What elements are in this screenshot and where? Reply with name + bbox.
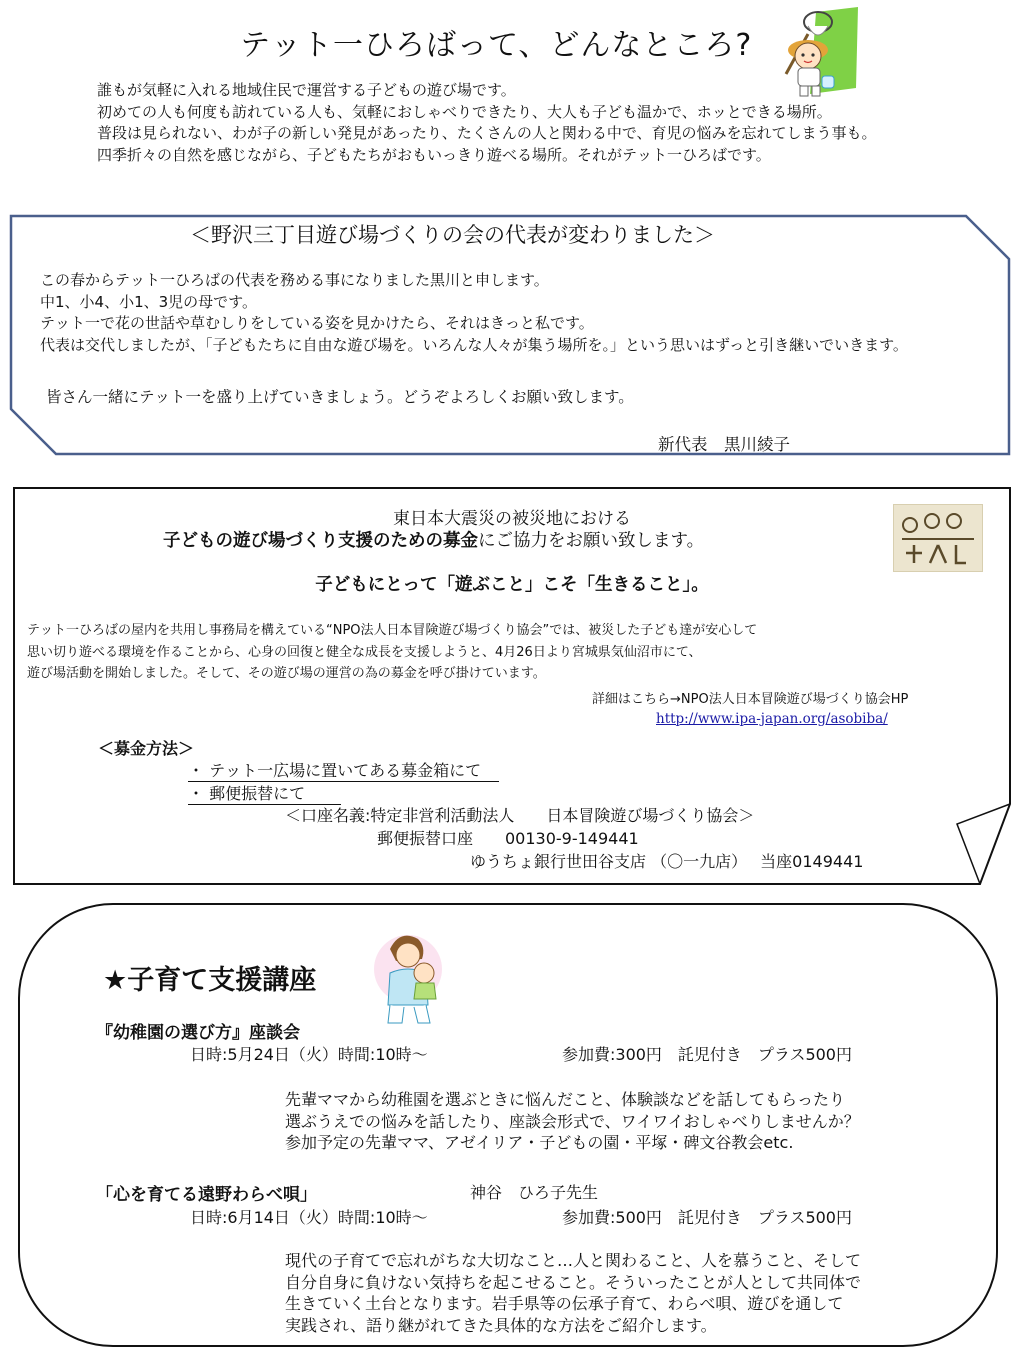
donation-heading-line2 <box>163 527 704 552</box>
page-title: テット一ひろばって、どんなところ? <box>240 28 753 63</box>
event2-fee: 参加費:500円 託児付き プラス500円 <box>562 1208 852 1227</box>
event2-desc-line: 実践され、語り継がれてきた具体的な方法をご紹介します。 <box>285 1315 717 1335</box>
representative-heading: ＜野沢三丁目遊び場づくりの会の代表が変わりました＞ <box>190 223 715 247</box>
donation-heading-rest: にご協力をお願い致します。 <box>478 531 705 551</box>
representative-message <box>40 270 908 356</box>
event1-desc-line: 先輩ママから幼稚園を選ぶときに悩んだこと、体験談などを話してもらったり <box>285 1090 846 1109</box>
intro-line: 誰もが気軽に入れる地域住民で運営する子どもの遊び場です。 <box>97 81 516 99</box>
adventure-playground-logo <box>893 504 983 572</box>
event2-desc-line: 現代の子育てで忘れがちな大切なこと…人と関わること、人を慕うこと、そして <box>285 1251 862 1270</box>
intro-line: 四季折々の自然を感じながら、子どもたちがおもいっきり遊べる場所。それがテット一ひろばです。 <box>97 145 771 164</box>
bank-account: ゆうちょ銀行世田谷支店 （〇一九店） 当座0149441 <box>470 852 864 871</box>
event2-desc-line: 生きていく土台となります。岩手県等の伝承子育て、わらべ唄、遊びを通して <box>285 1294 844 1313</box>
event1-desc-line: 参加予定の先輩ママ、アゼイリア・子どもの園・平塚・碑文谷教会etc. <box>285 1133 794 1152</box>
message-line: 代表は交代しましたが、「子どもたちに自由な遊び場を。いろんな人々が集う場所を。」という思いはずっと引き継いでいきます。 <box>40 335 908 354</box>
event2-description <box>285 1250 861 1336</box>
event1-desc-line: 選ぶうえでの悩みを話したり、座談会形式で、ワイワイおしゃべりしませんか？ <box>285 1111 860 1131</box>
donation-line: 思い切り遊べる環境を作ることから、心身の回復と健全な成長を支援しようと、4月26日より宮城県気仙沼市にて、 <box>27 644 702 660</box>
donation-slogan: 子どもにとって「遊ぶこと」こそ「生きること」。 <box>315 575 709 595</box>
event1-datetime: 日時:5月24日（火）時間:10時～ <box>190 1045 428 1064</box>
event2-speaker: 神谷 ひろ子先生 <box>470 1183 599 1202</box>
message-line: 中1、小4、小1、3児の母です。 <box>40 292 257 311</box>
event1-description <box>285 1089 860 1154</box>
representative-signature: 新代表 黒川綾子 <box>658 435 790 454</box>
representative-closing: 皆さん一緒にテット一を盛り上げていきましょう。どうぞよろしくお願い致します。 <box>46 388 634 406</box>
intro-line: 普段は見られない、わが子の新しい発見があったり、たくさんの人と関わる中で、育児の悩みを忘れてしまう事も。 <box>97 124 877 142</box>
mother-and-baby-illustration <box>360 925 464 1029</box>
donation-website-link[interactable]: http://www.ipa-japan.org/asobiba/ <box>656 711 888 727</box>
intro-paragraph <box>97 80 877 166</box>
event1-title: 『幼稚園の選び方』座談会 <box>96 1023 300 1043</box>
donation-heading-line1: 東日本大震災の被災地における <box>393 509 631 529</box>
lecture-title: ★子育て支援講座 <box>103 965 317 996</box>
event2-title: 「心を育てる遠野わらべ唄」 <box>96 1185 317 1205</box>
donation-detail-text: 詳細はこちら→NPO法人日本冒険遊び場づくり協会HP <box>592 692 909 707</box>
intro-line: 初めての人も何度も訪れている人も、気軽におしゃべりできたり、大人も子ども温かで、ホッとできる場所。 <box>97 102 832 121</box>
event2-datetime: 日時:6月14日（火）時間:10時～ <box>190 1208 428 1227</box>
donation-method-box: ・ テット一広場に置いてある募金箱にて <box>188 758 499 782</box>
postal-account: 郵便振替口座 00130-9-149441 <box>377 829 639 848</box>
donation-line: テット一ひろばの屋内を共用し事務局を構えている“NPO法人日本冒険遊び場づくり協会”では、被災した子ども達が安心して <box>27 623 758 638</box>
account-name: ＜口座名義:特定非営利活動法人 日本冒険遊び場づくり協会＞ <box>285 806 755 825</box>
logo-icon <box>894 505 982 571</box>
donation-description <box>27 620 757 685</box>
donation-line: 遊び場活動を開始しました。そして、その遊び場の運営の為の募金を呼び掛けています。 <box>27 666 546 681</box>
event1-fee: 参加費:300円 託児付き プラス500円 <box>562 1045 852 1064</box>
message-line: テット一で花の世話や草むしりをしている姿を見かけたら、それはきっと私です。 <box>40 314 594 332</box>
message-line: この春からテット一ひろばの代表を務める事になりました黒川と申します。 <box>40 271 549 289</box>
donation-method-heading: ＜募金方法＞ <box>98 739 195 758</box>
donation-heading-bold: 子どもの遊び場づくり支援のための募金 <box>163 531 478 551</box>
donation-method-postal: ・ 郵便振替にて <box>188 781 341 805</box>
event2-desc-line: 自分自身に負けない気持ちを起こせること。そういったことが人として共同体で <box>285 1272 862 1292</box>
